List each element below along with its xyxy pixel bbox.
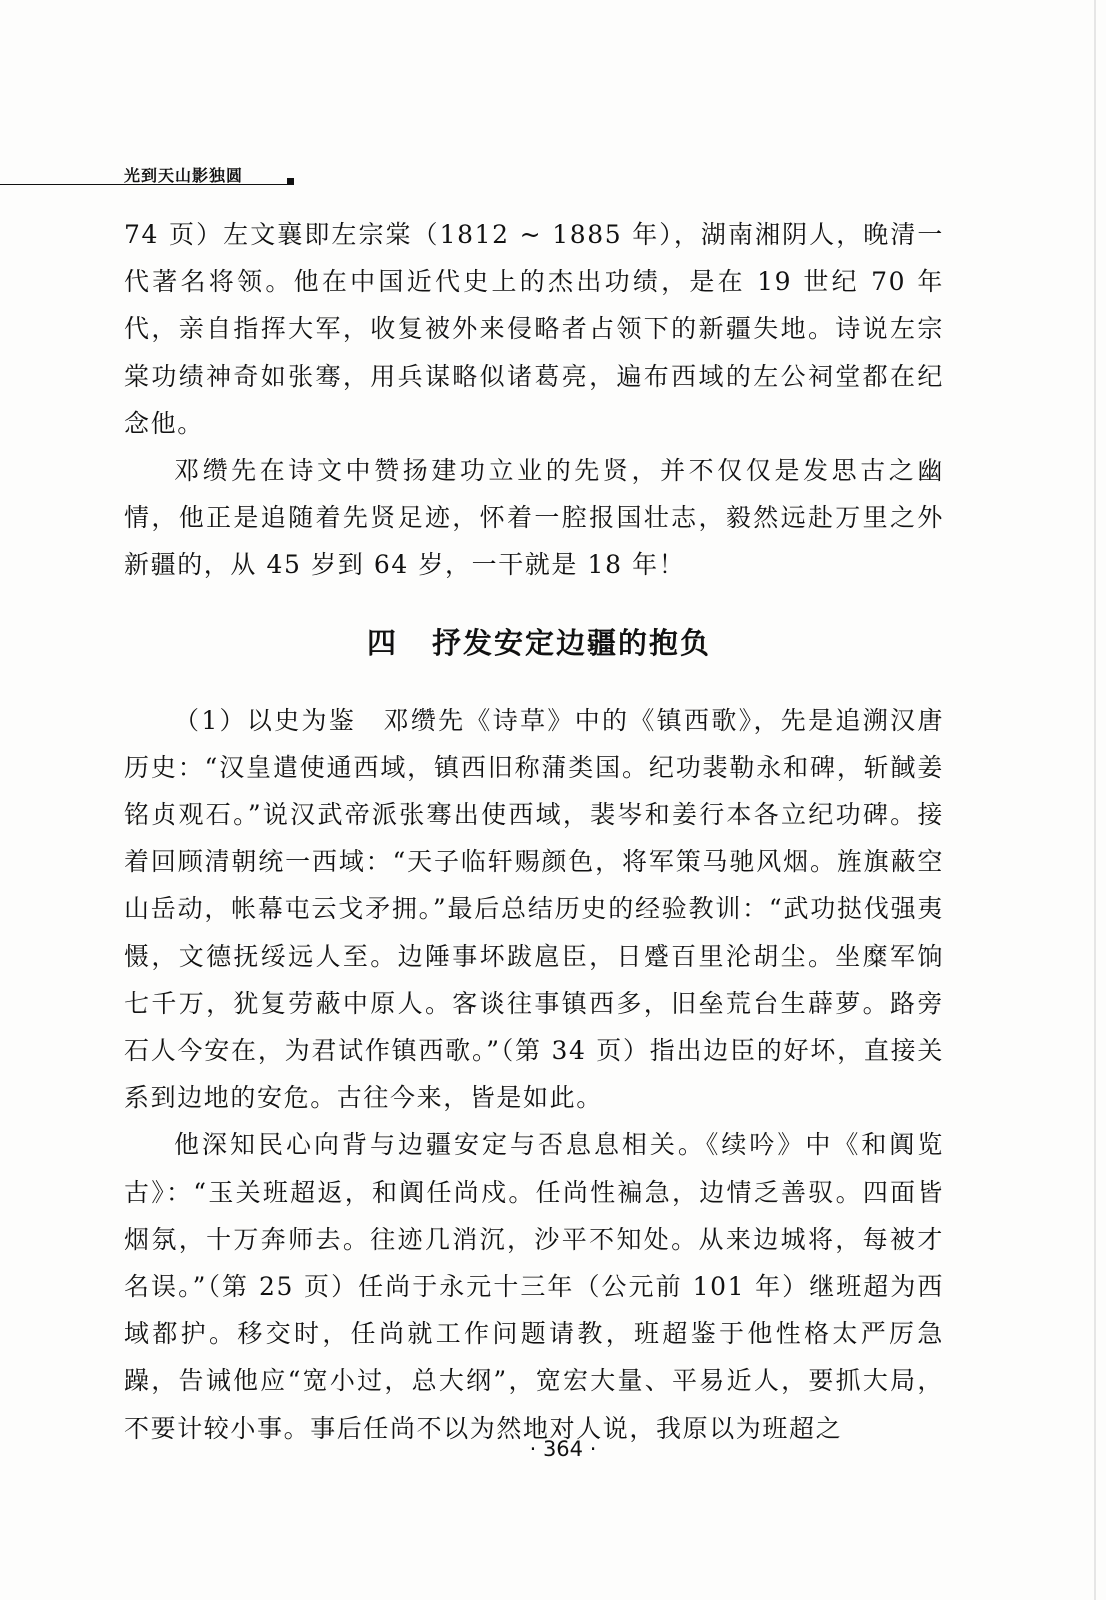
section-number: 四 <box>366 625 398 660</box>
body-text <box>124 211 944 1452</box>
page-number: · 364 · <box>529 1437 597 1461</box>
scan-edge-mark <box>1094 0 1096 1600</box>
paragraph: 他深知民心向背与边疆安定与否息息相关。《续吟》中《和阗览古》：“玉关班超返，和阗任尚戍。任尚性褊急，边情乏善驭。四面皆烟氛，十万奔师去。往迹几消沉，沙平不知处。从来边城将，每被才名误。”（第 25 页）任尚于永元十三年（公元前 101 年）继班超为西域都护。移交时，任尚就工作问题请教，班超鉴于他性格太严厉急躁，告诫他应“宽小过，总大纲”，宽宏大量、平易近人，要抓大局，不要计较小事。事后任尚不以为然地对人说，我原以为班超之 <box>124 1130 944 1443</box>
running-header <box>0 163 300 185</box>
section-heading <box>124 623 944 663</box>
header-square-mark <box>287 178 294 185</box>
running-header-title: 光到天山影独圆 <box>124 166 244 185</box>
section-title: 抒发安定边疆的抱负 <box>432 625 712 660</box>
paragraph: 邓缵先在诗文中赞扬建功立业的先贤，并不仅仅是发思古之幽情，他正是追随着先贤足迹，怀着一腔报国壮志，毅然远赴万里之外新疆的，从 45 岁到 64 岁，一干就是 18 年！ <box>124 456 944 580</box>
paragraph: （1）以史为鉴 邓缵先《诗草》中的《镇西歌》，先是追溯汉唐历史：“汉皇遣使通西域，镇西旧称蒲类国。纪功裴勒永和碑，斩馘姜铭贞观石。”说汉武帝派张骞出使西域，裴岑和姜行本各立纪功碑。接着回顾清朝统一西域：“天子临轩赐颜色，将军策马驰风烟。旌旗蔽空山岳动，帐幕屯云戈矛拥。”最后总结历史的经验教训：“武功挞伐强夷慑，文德抚绥远人至。边陲事坏跋扈臣，日蹙百里沦胡尘。坐糜军饷七千万，犹复劳蔽中原人。客谈往事镇西多，旧垒荒台生薜萝。路旁石人今安在，为君试作镇西歌。”（第 34 页）指出边臣的好坏，直接关系到边地的安危。古往今来，皆是如此。 <box>124 705 944 1113</box>
paragraph: 74 页）左文襄即左宗棠（1812 ~ 1885 年），湖南湘阴人，晚清一代著名将领。他在中国近代史上的杰出功绩，是在 19 世纪 70 年代，亲自指挥大军，收复被外来侵略者占领下的新疆失地。诗说左宗棠功绩神奇如张骞，用兵谋略似诸葛亮，遍布西域的左公祠堂都在纪念他。 <box>124 220 944 438</box>
